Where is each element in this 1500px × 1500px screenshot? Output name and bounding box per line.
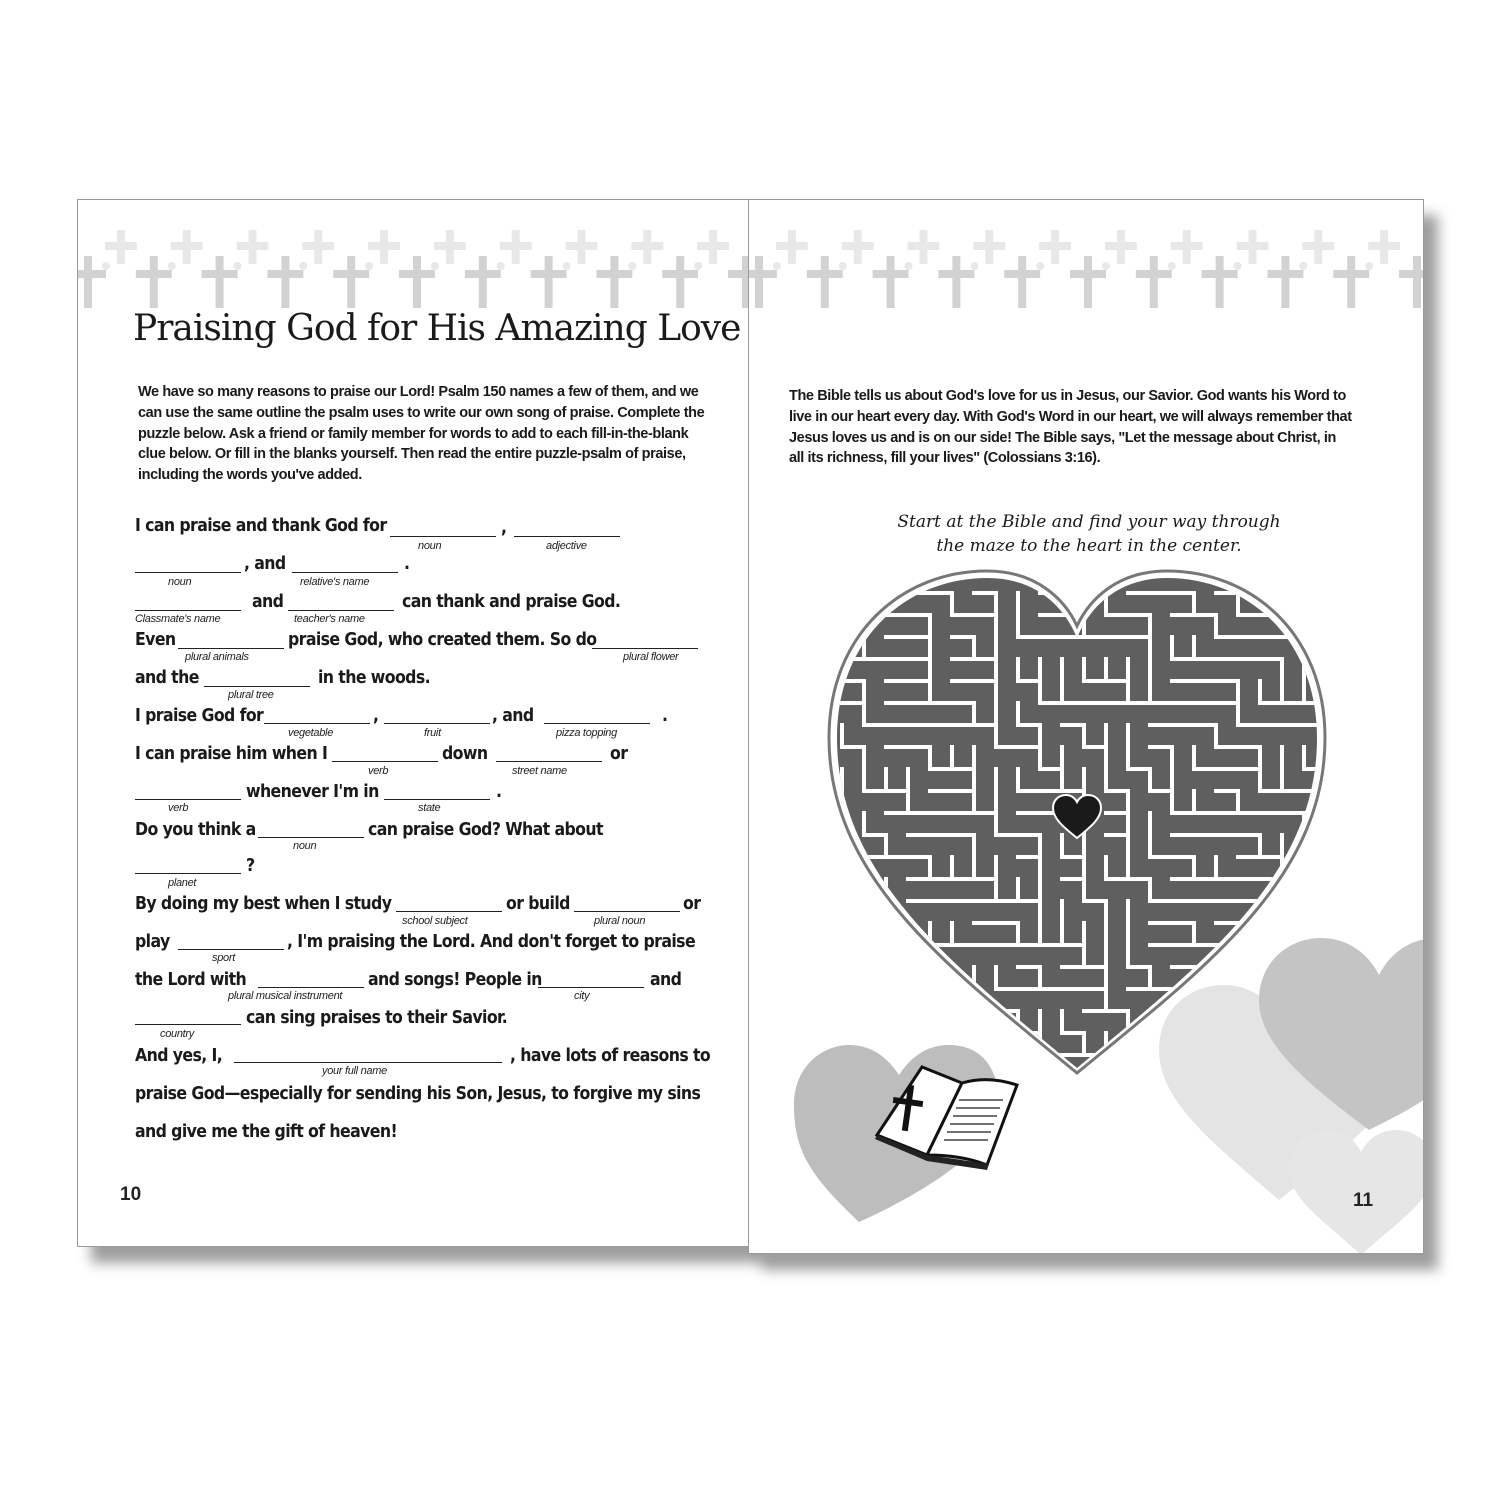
page-number: 11	[1353, 1190, 1374, 1211]
puzzle-text: can praise God? What about	[368, 820, 603, 840]
blank-hint: plural animals	[185, 651, 249, 663]
puzzle-text: .	[662, 706, 668, 726]
puzzle-text: I can praise him when I	[135, 744, 328, 764]
maze-instruction-line: the maze to the heart in the center.	[936, 536, 1242, 556]
fill-blank[interactable]	[135, 572, 241, 573]
fill-blank[interactable]	[496, 761, 602, 762]
blank-hint: school subject	[402, 915, 468, 927]
fill-blank[interactable]	[258, 987, 364, 988]
blank-hint: street name	[512, 765, 567, 777]
puzzle-text: whenever I'm in	[246, 782, 379, 802]
puzzle-text: and	[650, 970, 682, 990]
fill-blank[interactable]	[544, 723, 650, 724]
fill-blank[interactable]	[178, 648, 284, 649]
puzzle-text: and the	[135, 668, 199, 688]
maze-instruction-line: Start at the Bible and find your way through	[897, 512, 1281, 532]
blank-hint: plural tree	[228, 689, 274, 701]
blank-hint: vegetable	[288, 727, 334, 739]
fill-blank[interactable]	[264, 723, 370, 724]
puzzle-text: , and	[244, 554, 286, 574]
blank-hint: relative's name	[300, 576, 370, 588]
fill-blank[interactable]	[135, 1024, 241, 1025]
puzzle-text: can sing praises to their Savior.	[246, 1008, 508, 1028]
fill-blank[interactable]	[288, 610, 394, 611]
blank-hint: noun	[293, 840, 317, 852]
fill-blank[interactable]	[574, 911, 680, 912]
maze-heart[interactable]	[817, 568, 1337, 1078]
intro-paragraph: The Bible tells us about God's love for us in Jesus, our Savior. God wants his Word to live in our heart every day. With God's Word in our heart, we will always remember that Jesus loves us and is on our side! The Bible says, "Let the message about Christ, in all its richness, fill your lives" (Colossians 3:16).	[789, 388, 1352, 467]
blank-hint: planet	[168, 877, 197, 889]
puzzle-text: .	[496, 782, 502, 802]
puzzle-text: or build	[506, 894, 570, 914]
fill-blank[interactable]	[135, 610, 241, 611]
puzzle-text: , and	[492, 706, 534, 726]
puzzle-text: ?	[246, 856, 255, 876]
puzzle-text: I praise God for	[135, 706, 264, 726]
fill-blank[interactable]	[384, 799, 490, 800]
puzzle-text: Even	[135, 630, 176, 650]
puzzle-text: Do you think a	[135, 820, 256, 840]
puzzle-text: praise God, who created them. So do	[288, 630, 597, 650]
page-number: 10	[120, 1184, 142, 1205]
puzzle-text: ,	[373, 706, 379, 726]
puzzle-text: in the woods.	[318, 668, 430, 688]
blank-hint: state	[418, 802, 441, 814]
blank-hint: verb	[368, 765, 389, 777]
fill-blank[interactable]	[396, 911, 502, 912]
blank-hint: plural noun	[594, 915, 646, 927]
fill-blank[interactable]	[332, 761, 438, 762]
fill-blank[interactable]	[514, 536, 620, 537]
puzzle-text: , have lots of reasons to	[510, 1046, 711, 1066]
blank-hint: your full name	[322, 1065, 387, 1077]
puzzle-text: I can praise and thank God for	[135, 516, 387, 536]
puzzle-text: the Lord with	[135, 970, 247, 990]
puzzle-text: ,	[501, 518, 507, 538]
left-page	[77, 199, 750, 1247]
puzzle-text: and	[252, 592, 284, 612]
puzzle-text: praise God—especially for sending his Son, Jesus, to forgive my sins	[135, 1084, 701, 1104]
blank-hint: plural musical instrument	[228, 990, 343, 1002]
puzzle-text: By doing my best when I study	[135, 894, 392, 914]
puzzle-text: can thank and praise God.	[402, 592, 621, 612]
fill-blank[interactable]	[135, 799, 241, 800]
blank-hint: plural flower	[623, 651, 679, 663]
fill-blank[interactable]	[292, 572, 398, 573]
fill-blank[interactable]	[538, 987, 644, 988]
blank-hint: fruit	[424, 727, 441, 739]
blank-hint: country	[160, 1028, 194, 1040]
blank-hint: noun	[418, 540, 442, 552]
puzzle-text: and songs! People in	[368, 970, 542, 990]
puzzle-text: .	[404, 554, 410, 574]
blank-hint: city	[574, 990, 590, 1002]
fill-blank[interactable]	[592, 648, 698, 649]
puzzle-text: or	[683, 894, 701, 914]
blank-hint: pizza topping	[556, 727, 617, 739]
blank-hint: Classmate's name	[135, 613, 221, 625]
puzzle-text: or	[610, 744, 628, 764]
fill-blank[interactable]	[135, 873, 241, 874]
bible-icon	[867, 1055, 1022, 1170]
fill-blank[interactable]	[384, 723, 490, 724]
fill-blank[interactable]	[204, 686, 310, 687]
puzzle-text: , I'm praising the Lord. And don't forget to praise	[287, 932, 696, 952]
fill-blank[interactable]	[178, 949, 284, 950]
fill-in-puzzle	[78, 200, 750, 1247]
puzzle-text: And yes, I,	[135, 1046, 223, 1066]
page-title: Praising God for His Amazing Love	[133, 308, 741, 349]
blank-hint: adjective	[546, 540, 587, 552]
puzzle-text: and give me the gift of heaven!	[135, 1122, 398, 1142]
blank-hint: noun	[168, 576, 192, 588]
puzzle-text: down	[442, 744, 488, 764]
blank-hint: teacher's name	[294, 613, 365, 625]
intro-paragraph: We have so many reasons to praise our Lord! Psalm 150 names a few of them, and we can use the same outline the psalm uses to write our own song of praise. Complete the puzzle below. Ask a friend or family member for words to add to each fill-in-the-blank clue below. Or fill in the blanks yourself. Then read the entire puzzle-psalm of praise, including the words you've added.	[138, 384, 705, 484]
fill-blank[interactable]	[258, 837, 364, 838]
fill-blank[interactable]	[390, 536, 496, 537]
fill-blank[interactable]	[234, 1062, 502, 1063]
right-page	[748, 199, 1424, 1254]
blank-hint: sport	[212, 952, 235, 964]
puzzle-text: play	[135, 932, 170, 952]
blank-hint: verb	[168, 802, 189, 814]
